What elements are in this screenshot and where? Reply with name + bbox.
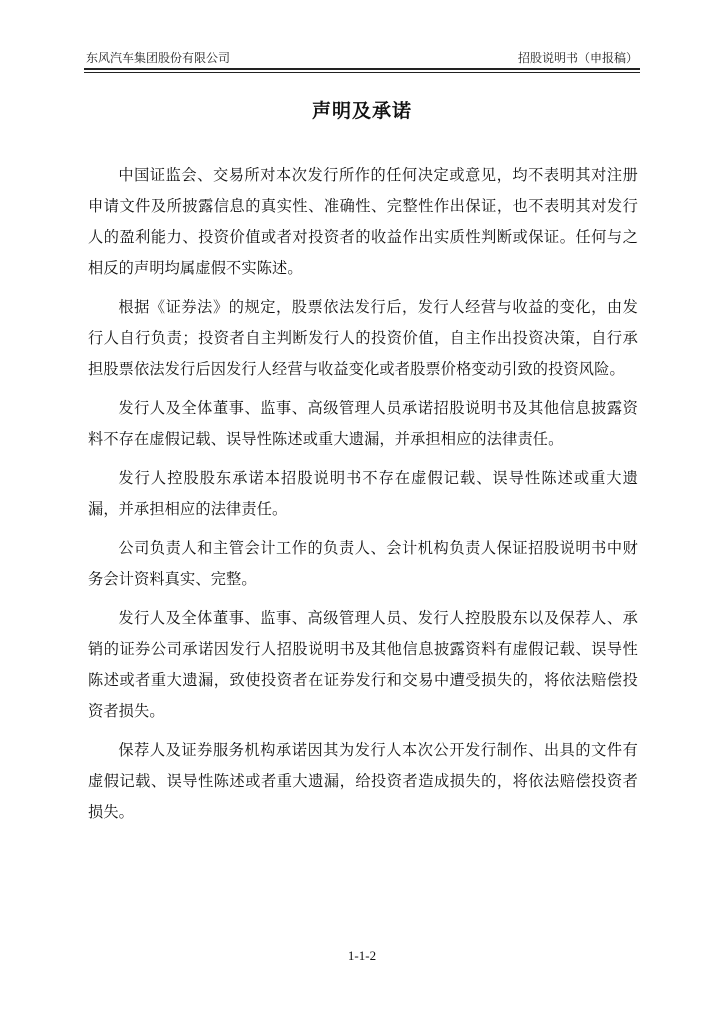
header-rule: [84, 68, 640, 73]
paragraph-directors-commitment: 发行人及全体董事、监事、高级管理人员承诺招股说明书及其他信息披露资料不存在虚假记载、误导性陈述或重大遗漏，并承担相应的法律责任。: [88, 399, 638, 448]
page-title: 声明及承诺: [311, 100, 412, 122]
paragraph-financial-responsibility: 公司负责人和主管会计工作的负责人、会计机构负责人保证招股说明书中财务会计资料真实、完整。: [88, 539, 638, 588]
paragraph-regulator-disclaimer: 中国证监会、交易所对本次发行所作的任何决定或意见，均不表明其对注册申请文件及所披露信息的真实性、准确性、完整性作出保证，也不表明其对发行人的盈利能力、投资价值或者对投资者的收益作出实质性判断或保证。任何与之相反的声明均属虚假不实陈述。: [88, 166, 638, 277]
paragraph-controlling-shareholder-commitment: 发行人控股股东承诺本招股说明书不存在虚假记载、误导性陈述或重大遗漏，并承担相应的法律责任。: [88, 469, 638, 518]
paragraph-compensation-commitment: 发行人及全体董事、监事、高级管理人员、发行人控股股东以及保荐人、承销的证券公司承诺因发行人招股说明书及其他信息披露资料有虚假记载、误导性陈述或者重大遗漏，致使投资者在证券发行和交易中遭受损失的，将依法赔偿投资者损失。: [88, 609, 638, 720]
header-document-type: 招股说明书（申报稿）: [517, 51, 638, 65]
header-company-name: 东风汽车集团股份有限公司: [86, 51, 231, 65]
page-number: 1-1-2: [347, 948, 377, 963]
statement-body: [88, 160, 638, 836]
paragraph-sponsor-commitment: 保荐人及证券服务机构承诺因其为发行人本次公开发行制作、出具的文件有虚假记载、误导性陈述或者重大遗漏，给投资者造成损失的，将依法赔偿投资者损失。: [88, 741, 638, 821]
page-header: [84, 50, 640, 66]
paragraph-investment-risk: 根据《证券法》的规定，股票依法发行后，发行人经营与收益的变化，由发行人自行负责；投资者自主判断发行人的投资价值，自主作出投资决策，自行承担股票依法发行后因发行人经营与收益变化或者股票价格变动引致的投资风险。: [88, 298, 638, 378]
